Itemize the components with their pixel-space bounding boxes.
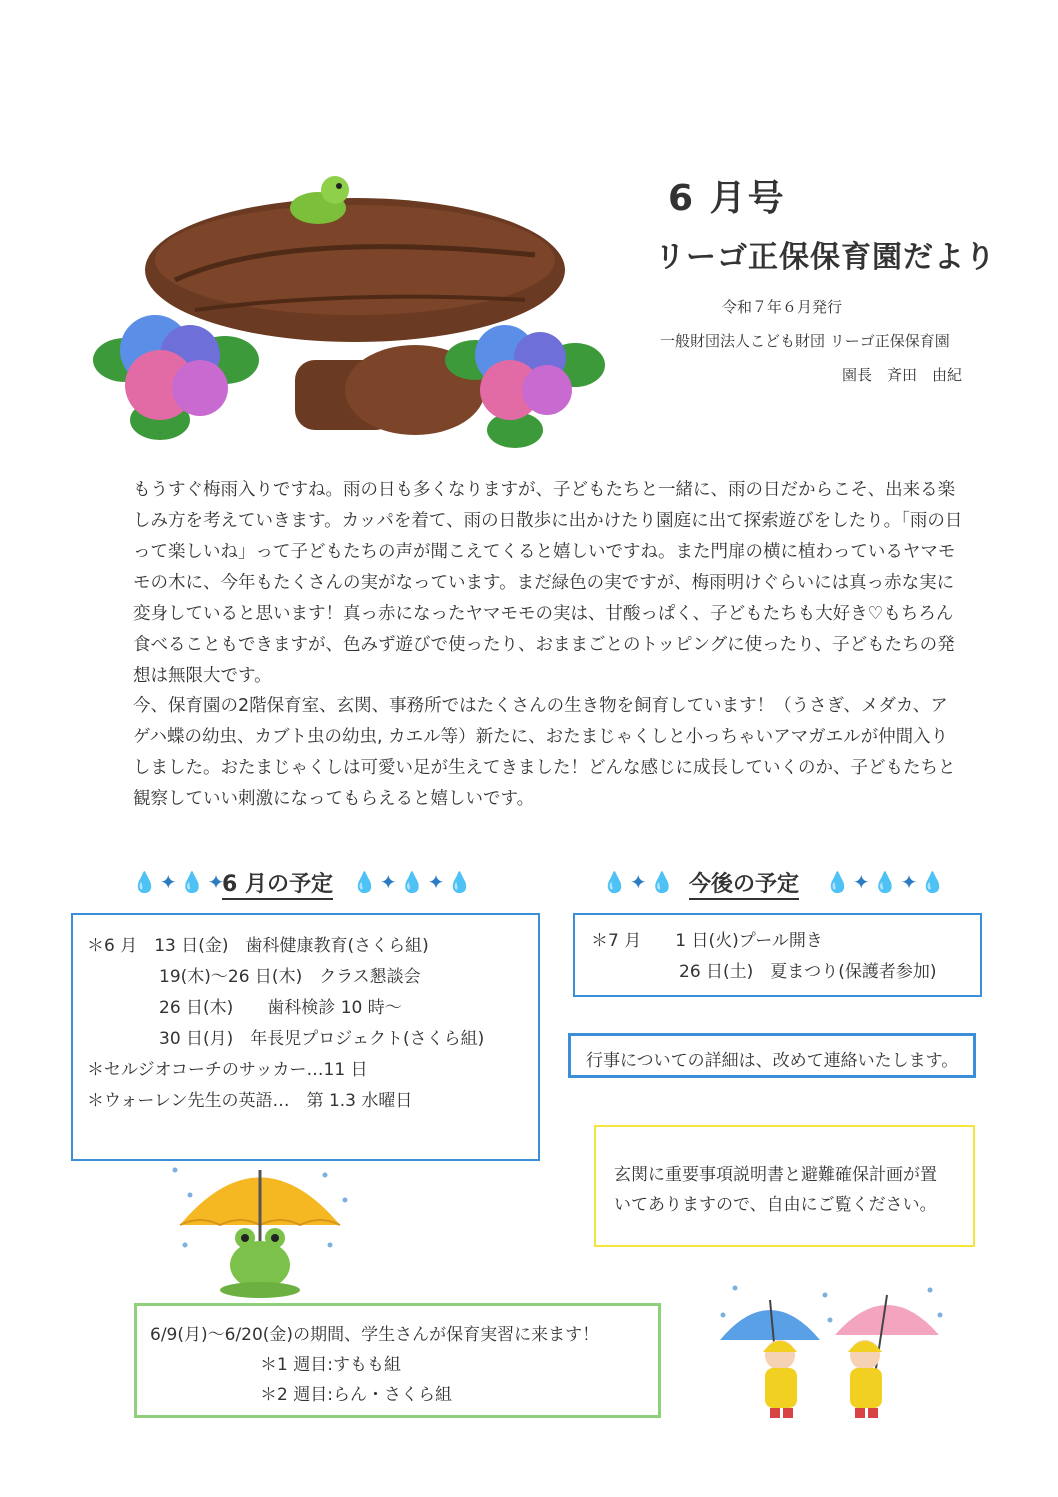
future-schedule-box [573, 913, 982, 997]
raindrop-decoration-icon: 💧✦💧✦ [132, 870, 228, 894]
june-schedule-box [71, 913, 540, 1161]
publish-date: 令和７年６月発行 [722, 298, 843, 316]
frog-on-log-icon [290, 176, 349, 224]
entrance-notice-box [594, 1125, 975, 1247]
future-schedule-line: ＊7 月 1 日(火)プール開き [591, 931, 823, 951]
organization-name: 一般財団法人こども財団 リーゴ正保保育園 [660, 332, 950, 350]
header-illustration [85, 160, 615, 450]
june-schedule-line: ＊6 月 13 日(金) 歯科健康教育(さくら組) [87, 936, 429, 956]
raindrop-decoration-icon: 💧✦💧✦💧 [825, 870, 949, 894]
future-schedule-line: 26 日(土) 夏まつり(保護者参加) [679, 962, 937, 982]
intro-paragraph-2: 今、保育園の2階保育室、玄関、事務所ではたくさんの生き物を飼育しています！（うさぎ、メダカ、アゲハ蝶の幼虫、カブト虫の幼虫, カエル等）新たに、おたまじゃくしと小っちゃいアマガエルが仲間入りしました。おたまじゃくしは可愛い足が生えてきました！どんな感じに成長していくのか、子どもたちと観察していい刺激になってもらえると嬉しいです。 [133, 696, 956, 809]
practicum-line: 6/9(月)～6/20(金)の期間、学生さんが保育実習に来ます！ [150, 1325, 600, 1345]
june-schedule-line: 26 日(木) 歯科検診 10 時～ [159, 998, 402, 1018]
practicum-line: ＊2 週目:らん・さくら組 [260, 1385, 452, 1405]
raindrop-decoration-icon: 💧✦💧✦💧 [352, 870, 476, 894]
raindrop-decoration-icon: 💧✦💧 [602, 870, 678, 894]
june-schedule-line: ＊セルジオコーチのサッカー…11 日 [87, 1060, 368, 1080]
frog-umbrella-icon [165, 1150, 355, 1300]
june-schedule-line: 19(木)～26 日(木) クラス懇談会 [159, 967, 421, 987]
event-notice-text: 行事についての詳細は、改めて連絡いたします。 [586, 1051, 959, 1071]
entrance-notice-line: いてありますので、自由にご覧ください。 [614, 1195, 937, 1215]
practicum-line: ＊1 週目:すもも組 [260, 1355, 401, 1375]
intro-paragraph-1: もうすぐ梅雨入りですね。雨の日も多くなりますが、子どもたちと一緒に、雨の日だからこそ、出来る楽しみ方を考えていきます。カッパを着て、雨の日散歩に出かけたり園庭に出て探索遊びをしたり。「雨の日って楽しいね」って子どもたちの声が聞こえてくると嬉しいですね。また門扉の横に植わっているヤマモモの木に、今年もたくさんの実がなっています。まだ緑色の実ですが、梅雨明けぐらいには真っ赤な実に変身していると思います！真っ赤になったヤマモモの実は、甘酸っぱく、子どもたちも大好き♡もちろん食べることもできますが、色みず遊びで使ったり、おままごとのトッピングに使ったり、子どもたちの発想は無限大です。 [133, 480, 963, 686]
future-schedule-heading: 今後の予定 [689, 872, 799, 900]
children-umbrellas-icon [715, 1280, 945, 1425]
june-schedule-heading: 6 月の予定 [222, 872, 333, 900]
hydrangea-left-icon [93, 315, 259, 440]
june-schedule-line: ＊ウォーレン先生の英語… 第 1.3 水曜日 [87, 1091, 413, 1111]
event-notice-box [568, 1033, 976, 1078]
june-schedule-line: 30 日(月) 年長児プロジェクト(さくら組) [159, 1029, 485, 1049]
principal-name: 園長 斉田 由紀 [842, 366, 963, 384]
practicum-notice-box [134, 1303, 661, 1418]
issue-title: 6 月号 [668, 178, 786, 219]
entrance-notice-line: 玄関に重要事項説明書と避難確保計画が置 [614, 1165, 937, 1185]
newsletter-title: リーゴ正保保育園だより [655, 240, 996, 275]
